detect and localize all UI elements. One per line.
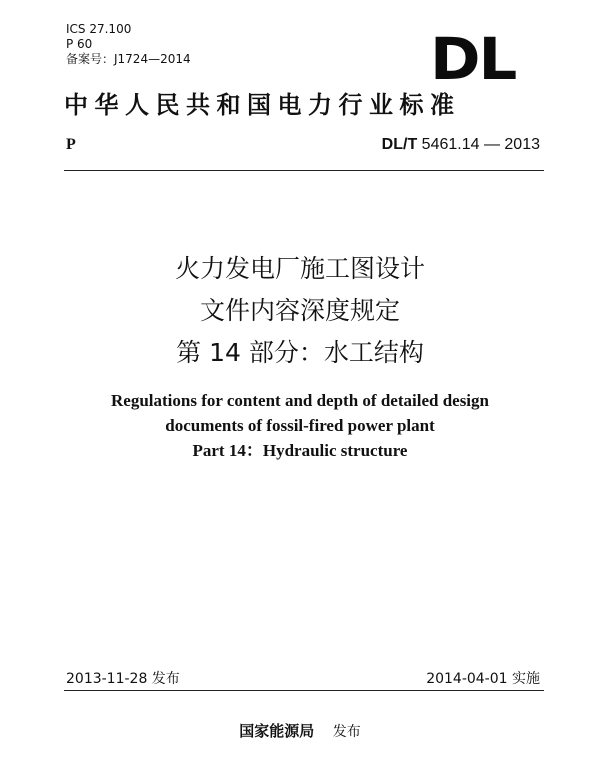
header-divider: [64, 170, 544, 171]
standard-prefix: DL/T: [381, 136, 418, 153]
chinese-title: [0, 248, 600, 374]
issuer-organization: 国家能源局: [239, 722, 315, 740]
issue-date: 2013-11-28 发布: [66, 671, 180, 687]
category-letter: P: [66, 136, 76, 153]
footer-divider: [64, 690, 544, 691]
category-code: P 60: [66, 37, 93, 51]
english-title: [0, 388, 600, 463]
record-number: 备案号：J1724—2014: [66, 52, 191, 66]
dl-logo: DL: [430, 25, 516, 93]
industry-standard-heading: 中华人民共和国电力行业标准: [64, 90, 461, 119]
chinese-title-line-3: 第 14 部分：水工结构: [176, 338, 424, 367]
english-title-line-3: Part 14：Hydraulic structure: [192, 441, 408, 460]
issuer-action: 发布: [332, 724, 361, 740]
chinese-title-line-1: 火力发电厂施工图设计: [174, 254, 425, 283]
standard-number: 5461.14 — 2013: [421, 136, 540, 153]
cover-metadata: [66, 22, 191, 67]
ics-code: ICS 27.100: [66, 22, 132, 36]
chinese-title-line-2: 文件内容深度规定: [199, 296, 400, 325]
issuer-line: [0, 720, 600, 741]
english-title-line-2: documents of fossil-fired power plant: [165, 416, 435, 435]
standard-code: [382, 136, 540, 154]
english-title-line-1: Regulations for content and depth of detailed design: [111, 391, 489, 410]
implementation-date: 2014-04-01 实施: [426, 671, 540, 687]
